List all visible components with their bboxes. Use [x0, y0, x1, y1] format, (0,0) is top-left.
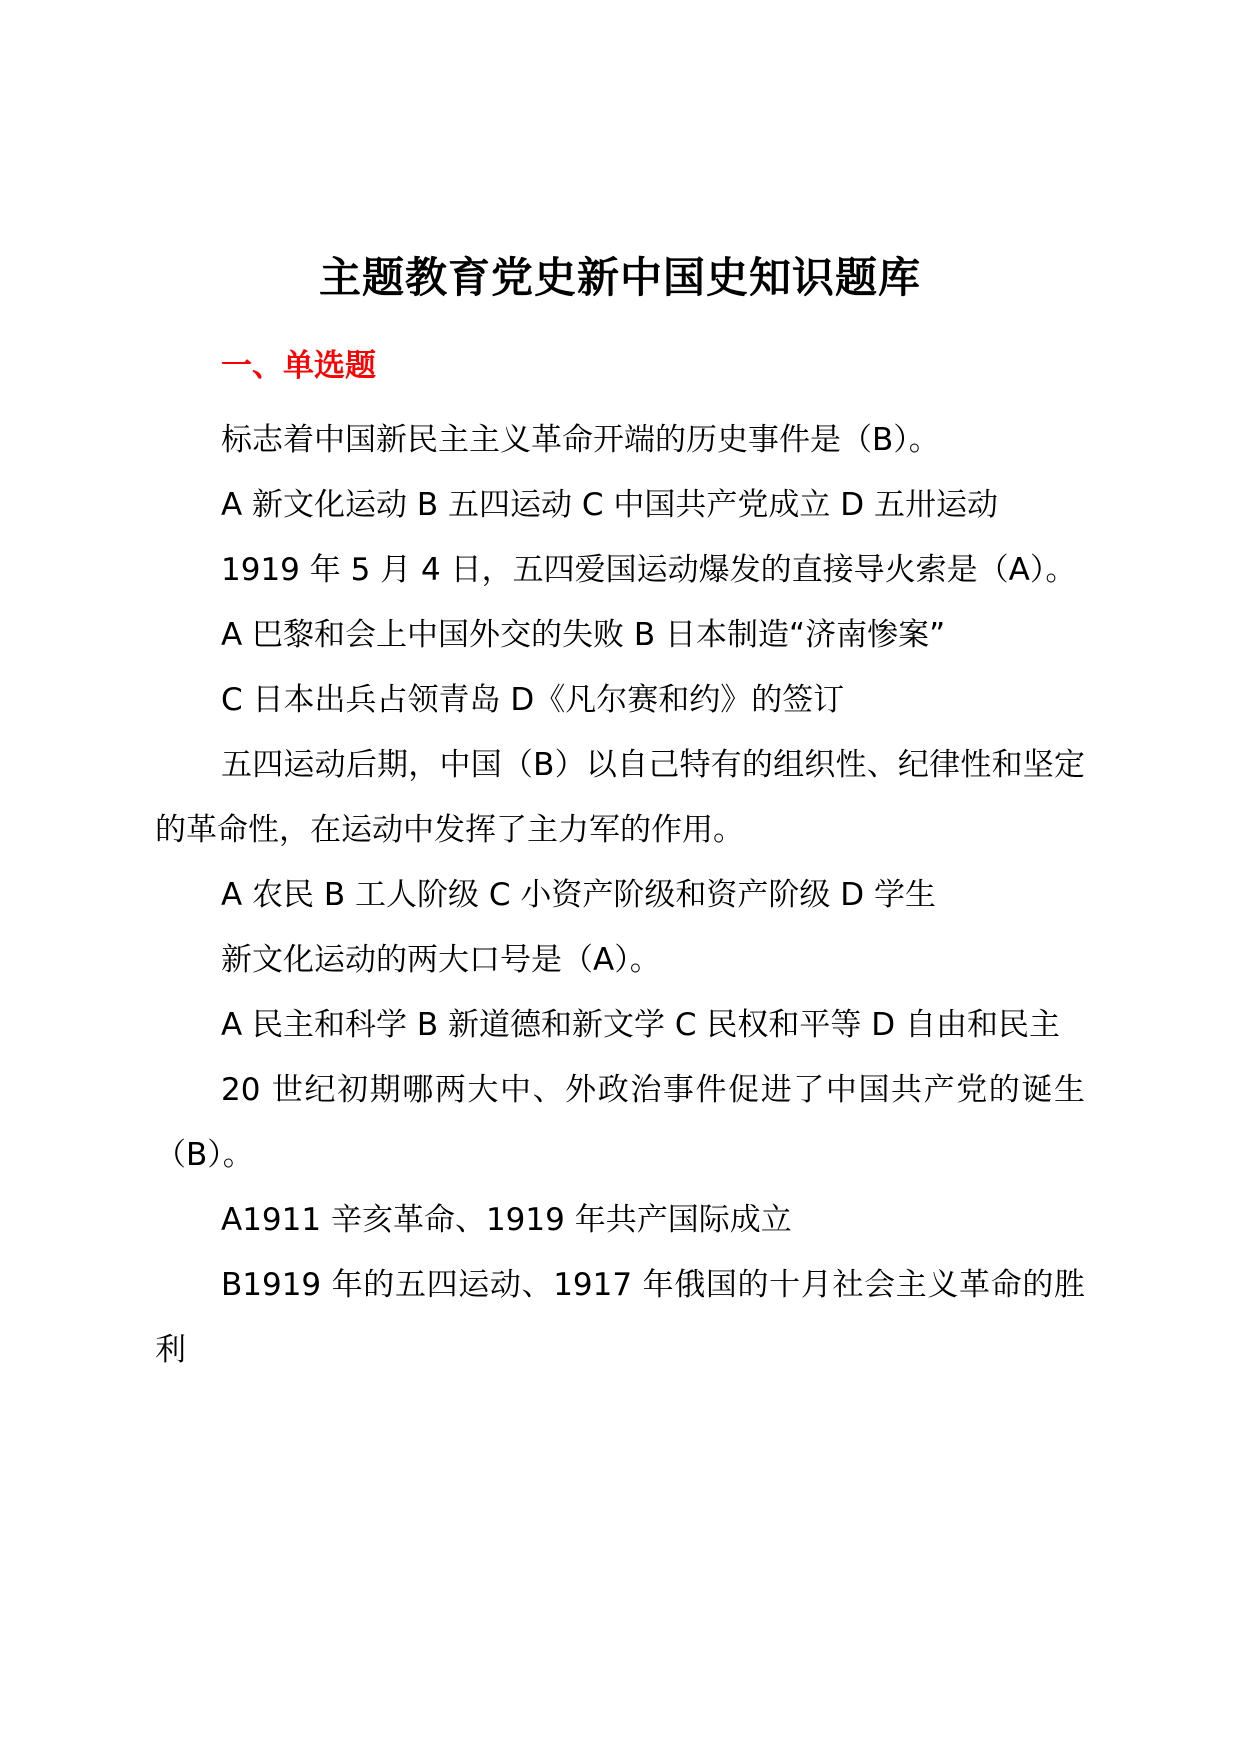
options-paragraph: B1919 年的五四运动、1917 年俄国的十月社会主义革命的胜利 [155, 1267, 1085, 1368]
options-paragraph: A1911 辛亥革命、1919 年共产国际成立 [221, 1202, 792, 1238]
question-paragraph: 新文化运动的两大口号是（A）。 [221, 942, 661, 978]
question-paragraph: 1919 年 5 月 4 日，五四爱国运动爆发的直接导火索是（A）。 [221, 552, 1077, 588]
options-paragraph: A 民主和科学 B 新道德和新文学 C 民权和平等 D 自由和民主 [221, 1007, 1060, 1043]
document-page [155, 0, 1085, 1754]
question-paragraph: 五四运动后期，中国（B）以自己特有的组织性、纪律性和坚定的革命性，在运动中发挥了主力军的作用。 [155, 747, 1085, 848]
options-paragraph: A 巴黎和会上中国外交的失败 B 日本制造“济南惨案” [221, 617, 946, 653]
options-paragraph: C 日本出兵占领青岛 D《凡尔赛和约》的签订 [221, 682, 845, 718]
options-paragraph: A 新文化运动 B 五四运动 C 中国共产党成立 D 五卅运动 [221, 487, 998, 523]
question-paragraph: 标志着中国新民主主义革命开端的历史事件是（B）。 [221, 422, 940, 458]
section-heading: 一、单选题 [221, 348, 376, 384]
options-paragraph: A 农民 B 工人阶级 C 小资产阶级和资产阶级 D 学生 [221, 877, 936, 913]
document-body [155, 408, 1085, 1383]
question-paragraph: 20 世纪初期哪两大中、外政治事件促进了中国共产党的诞生（B）。 [155, 1072, 1085, 1173]
document-title: 主题教育党史新中国史知识题库 [318, 253, 921, 302]
